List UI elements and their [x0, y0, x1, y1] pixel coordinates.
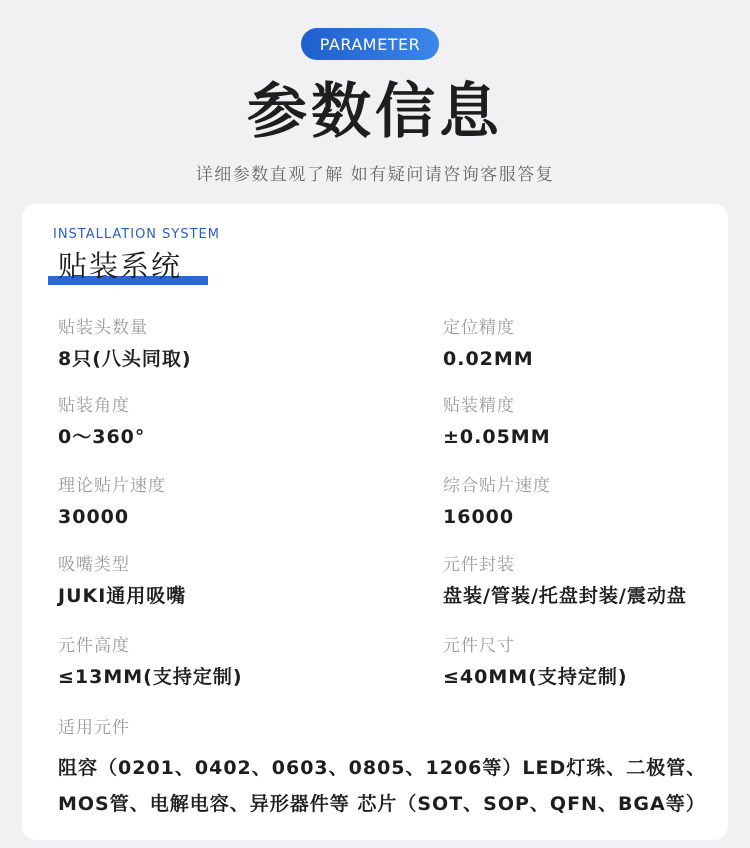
section-title-cn: 贴装系统 [58, 249, 183, 283]
param-label: 元件高度 [58, 636, 130, 656]
param-value: JUKI通用吸嘴 [58, 585, 187, 607]
param-item [443, 394, 551, 452]
param-label: 元件尺寸 [443, 636, 515, 656]
param-item [58, 474, 166, 532]
param-item [58, 634, 243, 692]
param-label: 贴装精度 [443, 396, 515, 416]
section-title-en: INSTALLATION SYSTEM [53, 227, 220, 242]
param-label: 定位精度 [443, 318, 515, 338]
param-item [443, 316, 534, 374]
page-title: 参数信息 [247, 77, 503, 147]
param-item [58, 553, 186, 611]
param-value: 16000 [443, 506, 515, 528]
param-value: 盘装/管装/托盘封装/震动盘 [443, 585, 687, 607]
param-value: 0.02MM [443, 348, 534, 370]
param-value: 8只(八头同取) [58, 348, 192, 370]
param-value: ≤13MM(支持定制) [58, 666, 243, 688]
param-label: 综合贴片速度 [443, 476, 551, 496]
components-value [58, 750, 718, 822]
param-value: ≤40MM(支持定制) [443, 666, 628, 688]
components-label: 适用元件 [58, 718, 130, 738]
param-value: ±0.05MM [443, 426, 551, 448]
param-value: 0～360° [58, 426, 146, 448]
param-label: 贴装头数量 [58, 318, 148, 338]
param-value: 30000 [58, 506, 130, 528]
parameter-badge: PARAMETER [301, 28, 439, 60]
components-line: MOS管、电解电容、异形器件等 芯片（SOT、SOP、QFN、BGA等） [58, 793, 706, 815]
components-item [58, 716, 718, 822]
param-label: 元件封装 [443, 555, 515, 575]
parameter-card [22, 204, 728, 840]
param-item [443, 474, 551, 532]
param-item [443, 553, 687, 611]
param-item [443, 634, 628, 692]
param-item [58, 316, 192, 374]
param-item [58, 394, 145, 452]
param-label: 贴装角度 [58, 396, 130, 416]
param-label: 吸嘴类型 [58, 555, 130, 575]
components-line: 阻容（0201、0402、0603、0805、1206等）LED灯珠、二极管、 [58, 757, 707, 779]
page-subtitle: 详细参数直观了解 如有疑问请咨询客服答复 [195, 165, 555, 185]
param-label: 理论贴片速度 [58, 476, 166, 496]
